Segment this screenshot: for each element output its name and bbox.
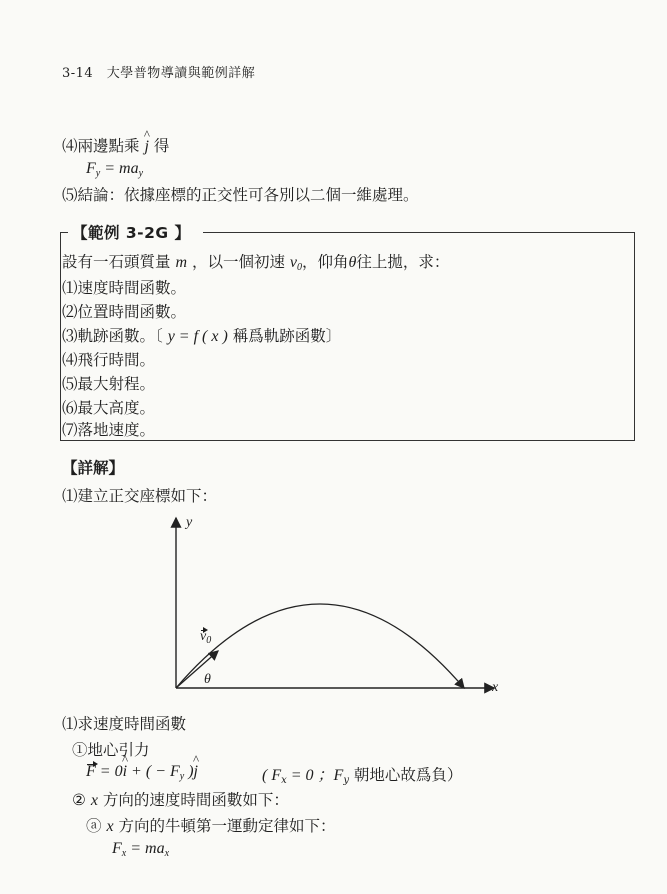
- problem-part-b: ，以一個初速: [191, 253, 285, 271]
- step-1-2-x: x: [90, 792, 98, 809]
- unit-vector-i: ^ i: [123, 763, 127, 781]
- example-item-4: ⑷飛行時間。: [62, 351, 156, 369]
- solution-step-1: ⑴求速度時間函數: [62, 715, 187, 733]
- step-5: ⑸結論：依據座標的正交性可各別以二個一維處理。: [62, 186, 419, 204]
- example-title: 【範例 3-2G 】: [70, 221, 193, 243]
- item-3-text: ⑶軌跡函數。〔: [62, 327, 163, 345]
- force-eq-3: ): [184, 763, 194, 780]
- fx-mid: = ma: [126, 840, 165, 857]
- step-4-text: ⑷兩邊點乘: [62, 137, 140, 155]
- step-1-2-b: 方向的速度時間函數如下：: [97, 791, 289, 809]
- item-3-math: y = f ( x ): [167, 328, 228, 345]
- solution-step-1-2: [72, 788, 289, 810]
- force-vector-F: F: [86, 763, 96, 780]
- y-axis-label: y: [186, 515, 193, 530]
- angle-label: θ: [204, 672, 211, 687]
- fx-lhs-sub: x: [121, 848, 127, 859]
- fx-equation: [112, 840, 169, 859]
- fy-lhs: F: [86, 160, 96, 177]
- solution-step-1-1: ①地心引力: [72, 741, 150, 759]
- fx-lhs: F: [112, 840, 122, 857]
- problem-part-d: 往上拋，求：: [356, 253, 450, 271]
- x-axis-label: x: [492, 680, 499, 695]
- problem-v-sub: 0: [297, 262, 303, 273]
- fy-sub: y: [138, 168, 144, 179]
- force-note: [262, 762, 462, 786]
- solution-heading: 【詳解】: [62, 459, 125, 477]
- example-item-1: ⑴速度時間函數。: [62, 279, 187, 297]
- problem-theta: θ: [348, 254, 357, 271]
- unit-vector-j-2: ^ j: [194, 763, 198, 781]
- fy-mid: = ma: [100, 160, 139, 177]
- step-1-2-a: ②: [72, 791, 91, 809]
- problem-v: v: [289, 254, 298, 271]
- force-note-sub-2: y: [343, 775, 349, 786]
- fx-sub: x: [164, 848, 170, 859]
- velocity-v: v: [200, 629, 207, 644]
- example-item-6: ⑹最大高度。: [62, 399, 156, 417]
- solution-step-0: ⑴建立正交座標如下：: [62, 487, 218, 505]
- force-eq-2: + ( − F: [127, 763, 180, 780]
- force-note-a: ( F: [262, 767, 282, 784]
- fy-lhs-sub: y: [95, 168, 101, 179]
- force-eq-1: = 0: [95, 763, 123, 780]
- velocity-label: [200, 629, 211, 646]
- force-note-b: = 0 ；F: [286, 767, 344, 784]
- example-item-7: ⑺落地速度。: [62, 421, 156, 439]
- gravity-force-equation: [86, 762, 198, 782]
- initial-velocity-arrow: [176, 651, 218, 688]
- solution-step-a: [86, 814, 335, 836]
- force-sub: y: [179, 771, 185, 782]
- step-a-a: ⓐ: [86, 817, 107, 835]
- step-a-x: x: [106, 818, 114, 835]
- step-a-b: 方向的牛頓第一運動定律如下：: [113, 817, 336, 835]
- problem-part-c: ，仰角: [302, 253, 349, 271]
- item-3-tail: 稱爲軌跡函數〕: [232, 327, 342, 345]
- example-item-2: ⑵位置時間函數。: [62, 303, 187, 321]
- force-note-sub-1: x: [281, 775, 287, 786]
- problem-mass: m: [175, 254, 188, 271]
- page-header: 3-14 大學普物導讀與範例詳解: [62, 66, 256, 81]
- force-note-c: 朝地心故爲負）: [348, 766, 463, 784]
- velocity-sub: 0: [206, 635, 212, 646]
- example-item-5: ⑸最大射程。: [62, 375, 156, 393]
- trajectory-curve: [176, 604, 464, 688]
- problem-part-a: 設有一石頭質量: [62, 253, 171, 271]
- unit-vector-j: ^ j: [144, 138, 148, 156]
- step-4-end: 得: [153, 137, 170, 155]
